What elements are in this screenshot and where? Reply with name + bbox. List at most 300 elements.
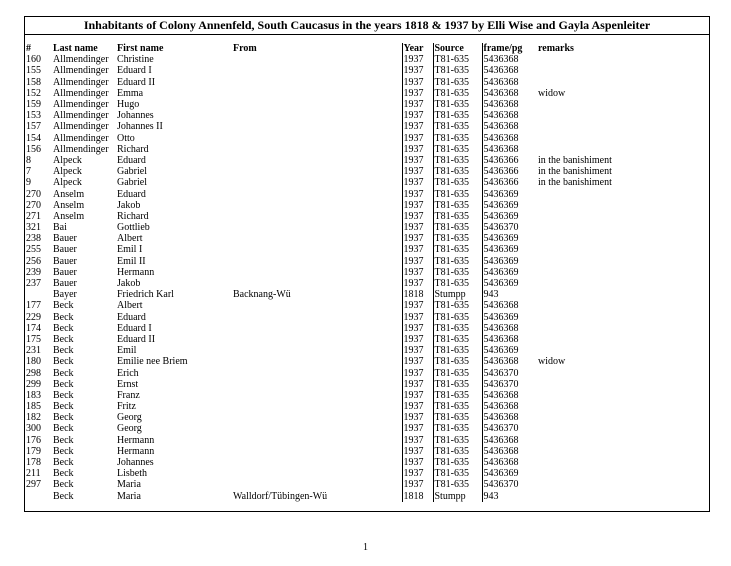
cell-from — [232, 367, 402, 378]
cell-year: 1937 — [402, 233, 433, 244]
cell-year: 1937 — [402, 345, 433, 356]
cell-year: 1937 — [402, 88, 433, 99]
cell-last-name: Beck — [53, 345, 74, 357]
page-title: Inhabitants of Colony Annenfeld, South Caucasus in the years 1818 & 1937 by Elli Wise and Gayla Aspenleiter — [25, 17, 709, 35]
cell-last-name: Bai — [53, 222, 67, 234]
cell-frame-pg: 5436369 — [482, 345, 537, 356]
cell-frame-pg: 5436369 — [482, 211, 537, 222]
cell-year: 1937 — [402, 133, 433, 144]
cell-remarks — [537, 110, 709, 121]
cell-remarks — [537, 423, 709, 434]
cell-number: 255 — [26, 244, 41, 256]
table-row — [25, 300, 709, 311]
cell-from — [232, 133, 402, 144]
cell-from — [232, 334, 402, 345]
cell-frame-pg: 5436369 — [482, 244, 537, 255]
cell-year: 1937 — [402, 446, 433, 457]
cell-first-name: Friedrich Karl — [117, 289, 174, 301]
cell-year: 1937 — [402, 166, 433, 177]
cell-from — [232, 256, 402, 267]
cell-remarks — [537, 256, 709, 267]
cell-remarks — [537, 233, 709, 244]
cell-from: Backnang-Wü — [233, 289, 291, 301]
cell-remarks: widow — [538, 87, 566, 99]
cell-from — [232, 468, 402, 479]
cell-number: 270 — [26, 188, 41, 200]
cell-from — [232, 457, 402, 468]
cell-frame-pg: 5436368 — [482, 390, 537, 401]
cell-year: 1937 — [402, 323, 433, 334]
cell-source: T81-635 — [433, 446, 482, 457]
cell-source: T81-635 — [433, 177, 482, 188]
cell-from — [232, 233, 402, 244]
table-row — [25, 435, 709, 446]
table-row — [25, 155, 709, 166]
cell-source: T81-635 — [433, 312, 482, 323]
cell-year: 1937 — [402, 211, 433, 222]
cell-remarks — [537, 77, 709, 88]
cell-last-name: Beck — [53, 457, 74, 469]
cell-first-name: Emil — [117, 345, 137, 357]
cell-number: 321 — [26, 222, 41, 234]
cell-last-name: Allmendinger — [53, 110, 109, 122]
cell-first-name: Albert — [117, 300, 143, 312]
cell-year: 1937 — [402, 54, 433, 65]
cell-remarks — [537, 133, 709, 144]
cell-year: 1937 — [402, 412, 433, 423]
cell-remarks — [537, 379, 709, 390]
cell-year: 1937 — [402, 356, 433, 367]
cell-number: 185 — [26, 401, 41, 413]
col-header-last-name: Last name — [53, 43, 98, 55]
col-header-source: Source — [433, 43, 482, 54]
cell-source: T81-635 — [433, 155, 482, 166]
cell-from — [232, 144, 402, 155]
cell-last-name: Beck — [53, 389, 74, 401]
cell-from — [232, 345, 402, 356]
cell-frame-pg: 5436368 — [482, 412, 537, 423]
cell-frame-pg: 5436370 — [482, 423, 537, 434]
cell-number: 179 — [26, 445, 41, 457]
cell-number: 153 — [26, 110, 41, 122]
cell-last-name: Alpeck — [53, 177, 82, 189]
cell-remarks: in the banishiment — [538, 154, 612, 166]
cell-number: 231 — [26, 345, 41, 357]
cell-year: 1937 — [402, 278, 433, 289]
cell-first-name: Richard — [117, 210, 149, 222]
cell-from — [232, 312, 402, 323]
cell-year: 1818 — [402, 289, 433, 300]
cell-from — [232, 390, 402, 401]
cell-year: 1937 — [402, 244, 433, 255]
cell-remarks — [537, 188, 709, 199]
cell-source: T81-635 — [433, 211, 482, 222]
cell-number: 156 — [26, 143, 41, 155]
cell-remarks — [537, 334, 709, 345]
cell-first-name: Christine — [117, 54, 154, 66]
cell-frame-pg: 5436368 — [482, 99, 537, 110]
table-row — [25, 121, 709, 132]
cell-source: T81-635 — [433, 233, 482, 244]
cell-source: T81-635 — [433, 423, 482, 434]
cell-year: 1937 — [402, 222, 433, 233]
cell-first-name: Gabriel — [117, 177, 147, 189]
cell-remarks — [537, 200, 709, 211]
cell-last-name: Beck — [53, 468, 74, 480]
cell-year: 1937 — [402, 121, 433, 132]
cell-number — [25, 289, 52, 300]
cell-last-name: Beck — [53, 423, 74, 435]
cell-number: 159 — [26, 99, 41, 111]
table-row — [25, 244, 709, 255]
cell-first-name: Eduard — [117, 154, 146, 166]
cell-first-name: Jakob — [117, 199, 141, 211]
cell-remarks — [537, 468, 709, 479]
cell-source: T81-635 — [433, 401, 482, 412]
cell-source: T81-635 — [433, 435, 482, 446]
cell-number: 239 — [26, 266, 41, 278]
cell-from — [232, 267, 402, 278]
cell-source: T81-635 — [433, 222, 482, 233]
cell-first-name: Maria — [117, 490, 141, 502]
cell-number: 182 — [26, 412, 41, 424]
cell-year: 1937 — [402, 99, 433, 110]
cell-last-name: Bauer — [53, 233, 77, 245]
cell-last-name: Beck — [53, 300, 74, 312]
cell-remarks: in the banishiment — [538, 177, 612, 189]
cell-frame-pg: 5436368 — [482, 356, 537, 367]
cell-first-name: Franz — [117, 389, 140, 401]
col-header-year: Year — [402, 43, 433, 54]
cell-last-name: Allmendinger — [53, 76, 109, 88]
cell-from — [232, 188, 402, 199]
cell-number: 237 — [26, 278, 41, 290]
cell-number: 175 — [26, 333, 41, 345]
cell-first-name: Otto — [117, 132, 135, 144]
cell-first-name: Fritz — [117, 401, 136, 413]
cell-year: 1937 — [402, 401, 433, 412]
table-row — [25, 334, 709, 345]
cell-source: T81-635 — [433, 468, 482, 479]
cell-number: 160 — [26, 54, 41, 66]
cell-from — [232, 356, 402, 367]
cell-first-name: Eduard II — [117, 333, 156, 345]
cell-remarks — [537, 121, 709, 132]
cell-number: 256 — [26, 255, 41, 267]
cell-year: 1937 — [402, 188, 433, 199]
cell-first-name: Hermann — [117, 266, 155, 278]
cell-source: T81-635 — [433, 244, 482, 255]
cell-last-name: Alpeck — [53, 154, 82, 166]
table-body — [25, 54, 709, 502]
cell-first-name: Emilie nee Briem — [117, 356, 188, 368]
cell-year: 1937 — [402, 457, 433, 468]
cell-first-name: Ernst — [117, 378, 139, 390]
cell-last-name: Allmendinger — [53, 143, 109, 155]
cell-year: 1937 — [402, 390, 433, 401]
cell-number: 299 — [26, 378, 41, 390]
cell-source: Stumpp — [433, 289, 482, 300]
cell-from — [232, 99, 402, 110]
table-row — [25, 367, 709, 378]
cell-from — [232, 77, 402, 88]
table-row — [25, 479, 709, 490]
cell-frame-pg: 5436370 — [482, 379, 537, 390]
cell-number: 229 — [26, 311, 41, 323]
cell-frame-pg: 5436368 — [482, 435, 537, 446]
cell-frame-pg: 5436366 — [482, 177, 537, 188]
cell-source: T81-635 — [433, 379, 482, 390]
cell-number: 157 — [26, 121, 41, 133]
cell-from — [232, 278, 402, 289]
cell-from — [232, 222, 402, 233]
cell-frame-pg: 5436366 — [482, 155, 537, 166]
table-row — [25, 177, 709, 188]
cell-last-name: Beck — [53, 311, 74, 323]
cell-year: 1937 — [402, 110, 433, 121]
cell-source: T81-635 — [433, 457, 482, 468]
cell-year: 1818 — [402, 491, 433, 502]
cell-first-name: Eduard I — [117, 65, 152, 77]
cell-remarks — [537, 222, 709, 233]
cell-source: T81-635 — [433, 367, 482, 378]
cell-source: T81-635 — [433, 334, 482, 345]
table-row — [25, 211, 709, 222]
table-row — [25, 88, 709, 99]
table-row — [25, 345, 709, 356]
cell-number: 176 — [26, 434, 41, 446]
cell-last-name: Allmendinger — [53, 54, 109, 66]
cell-first-name: Jakob — [117, 278, 141, 290]
table-row — [25, 144, 709, 155]
cell-last-name: Bauer — [53, 278, 77, 290]
cell-last-name: Beck — [53, 367, 74, 379]
table-row — [25, 65, 709, 76]
cell-remarks — [537, 491, 709, 502]
cell-source: T81-635 — [433, 390, 482, 401]
cell-from — [232, 155, 402, 166]
cell-first-name: Johannes — [117, 110, 154, 122]
cell-first-name: Eduard — [117, 188, 146, 200]
table-row — [25, 312, 709, 323]
cell-remarks — [537, 446, 709, 457]
cell-number: 180 — [26, 356, 41, 368]
cell-last-name: Anselm — [53, 210, 85, 222]
cell-number: 177 — [26, 300, 41, 312]
cell-remarks — [537, 412, 709, 423]
col-header-first-name: First name — [117, 43, 164, 55]
cell-from — [232, 412, 402, 423]
cell-frame-pg: 5436370 — [482, 367, 537, 378]
cell-from — [232, 446, 402, 457]
cell-last-name: Allmendinger — [53, 87, 109, 99]
cell-last-name: Beck — [53, 479, 74, 491]
table-row — [25, 278, 709, 289]
cell-year: 1937 — [402, 468, 433, 479]
cell-frame-pg: 5436369 — [482, 278, 537, 289]
cell-frame-pg: 5436369 — [482, 200, 537, 211]
cell-remarks — [537, 457, 709, 468]
cell-frame-pg: 5436370 — [482, 222, 537, 233]
cell-last-name: Anselm — [53, 188, 85, 200]
cell-last-name: Allmendinger — [53, 99, 109, 111]
table-row — [25, 289, 709, 300]
cell-source: Stumpp — [433, 491, 482, 502]
cell-source: T81-635 — [433, 188, 482, 199]
table-row — [25, 133, 709, 144]
cell-last-name: Beck — [53, 322, 74, 334]
cell-from — [232, 88, 402, 99]
cell-year: 1937 — [402, 379, 433, 390]
cell-first-name: Johannes — [117, 457, 154, 469]
cell-last-name: Beck — [53, 333, 74, 345]
cell-frame-pg: 5436368 — [482, 446, 537, 457]
cell-frame-pg: 5436368 — [482, 144, 537, 155]
cell-frame-pg: 5436368 — [482, 77, 537, 88]
cell-last-name: Beck — [53, 356, 74, 368]
col-header-frame-pg: frame/pg — [482, 43, 537, 54]
cell-from — [232, 65, 402, 76]
cell-source: T81-635 — [433, 345, 482, 356]
cell-number: 158 — [26, 76, 41, 88]
cell-frame-pg: 5436368 — [482, 54, 537, 65]
cell-number: 8 — [26, 154, 31, 166]
cell-source: T81-635 — [433, 77, 482, 88]
cell-first-name: Hermann — [117, 445, 155, 457]
cell-number: 174 — [26, 322, 41, 334]
cell-source: T81-635 — [433, 54, 482, 65]
inhabitants-table — [25, 43, 709, 502]
col-header-from: From — [233, 43, 257, 55]
cell-source: T81-635 — [433, 88, 482, 99]
cell-last-name: Beck — [53, 434, 74, 446]
cell-remarks: widow — [538, 356, 566, 368]
cell-year: 1937 — [402, 65, 433, 76]
cell-number: 271 — [26, 210, 41, 222]
table-row — [25, 390, 709, 401]
cell-year: 1937 — [402, 435, 433, 446]
cell-last-name: Allmendinger — [53, 65, 109, 77]
col-header-remarks: remarks — [538, 43, 574, 55]
cell-first-name: Emma — [117, 87, 144, 99]
cell-source: T81-635 — [433, 110, 482, 121]
table-row — [25, 188, 709, 199]
cell-last-name: Bauer — [53, 255, 77, 267]
cell-from — [232, 200, 402, 211]
cell-source: T81-635 — [433, 300, 482, 311]
cell-first-name: Eduard — [117, 311, 146, 323]
cell-frame-pg: 5436368 — [482, 133, 537, 144]
cell-last-name: Anselm — [53, 199, 85, 211]
cell-first-name: Gottlieb — [117, 222, 150, 234]
cell-from — [232, 166, 402, 177]
cell-source: T81-635 — [433, 256, 482, 267]
cell-from — [232, 110, 402, 121]
cell-frame-pg: 5436369 — [482, 312, 537, 323]
cell-year: 1937 — [402, 77, 433, 88]
cell-remarks — [537, 312, 709, 323]
cell-source: T81-635 — [433, 356, 482, 367]
cell-frame-pg: 5436369 — [482, 233, 537, 244]
cell-source: T81-635 — [433, 144, 482, 155]
table-row — [25, 267, 709, 278]
cell-first-name: Eduard II — [117, 76, 156, 88]
cell-first-name: Hugo — [117, 99, 140, 111]
cell-frame-pg: 5436368 — [482, 300, 537, 311]
cell-last-name: Beck — [53, 378, 74, 390]
table-row — [25, 379, 709, 390]
cell-year: 1937 — [402, 144, 433, 155]
table-row — [25, 99, 709, 110]
cell-remarks — [537, 345, 709, 356]
cell-frame-pg: 5436368 — [482, 121, 537, 132]
cell-last-name: Bauer — [53, 266, 77, 278]
cell-year: 1937 — [402, 300, 433, 311]
cell-remarks: in the banishiment — [538, 166, 612, 178]
table-row — [25, 423, 709, 434]
cell-first-name: Johannes II — [117, 121, 163, 133]
cell-year: 1937 — [402, 312, 433, 323]
cell-last-name: Beck — [53, 401, 74, 413]
cell-last-name: Beck — [53, 490, 74, 502]
cell-remarks — [537, 401, 709, 412]
cell-number: 238 — [26, 233, 41, 245]
cell-number: 155 — [26, 65, 41, 77]
table-row — [25, 256, 709, 267]
cell-source: T81-635 — [433, 166, 482, 177]
table-row — [25, 491, 709, 502]
cell-from — [232, 177, 402, 188]
cell-last-name: Allmendinger — [53, 121, 109, 133]
cell-from — [232, 244, 402, 255]
cell-first-name: Gabriel — [117, 166, 147, 178]
cell-frame-pg: 5436368 — [482, 457, 537, 468]
cell-year: 1937 — [402, 177, 433, 188]
cell-source: T81-635 — [433, 412, 482, 423]
cell-number: 7 — [26, 166, 31, 178]
cell-year: 1937 — [402, 334, 433, 345]
cell-frame-pg: 5436368 — [482, 323, 537, 334]
cell-from — [232, 435, 402, 446]
table-row — [25, 233, 709, 244]
cell-source: T81-635 — [433, 267, 482, 278]
cell-frame-pg: 5436369 — [482, 256, 537, 267]
cell-frame-pg: 5436370 — [482, 479, 537, 490]
cell-number: 270 — [26, 199, 41, 211]
cell-remarks — [537, 323, 709, 334]
cell-remarks — [537, 390, 709, 401]
table-row — [25, 222, 709, 233]
cell-number: 300 — [26, 423, 41, 435]
spreadsheet-page — [24, 16, 710, 512]
cell-number: 297 — [26, 479, 41, 491]
table-row — [25, 200, 709, 211]
cell-remarks — [537, 144, 709, 155]
col-header-number: # — [26, 43, 31, 55]
cell-frame-pg: 943 — [482, 491, 537, 502]
cell-first-name: Maria — [117, 479, 141, 491]
table-row — [25, 166, 709, 177]
cell-source: T81-635 — [433, 200, 482, 211]
cell-year: 1937 — [402, 479, 433, 490]
cell-first-name: Lisbeth — [117, 468, 147, 480]
cell-source: T81-635 — [433, 133, 482, 144]
cell-number: 178 — [26, 457, 41, 469]
cell-frame-pg: 5436366 — [482, 166, 537, 177]
table-row — [25, 457, 709, 468]
cell-first-name: Emil II — [117, 255, 146, 267]
cell-from — [232, 54, 402, 65]
